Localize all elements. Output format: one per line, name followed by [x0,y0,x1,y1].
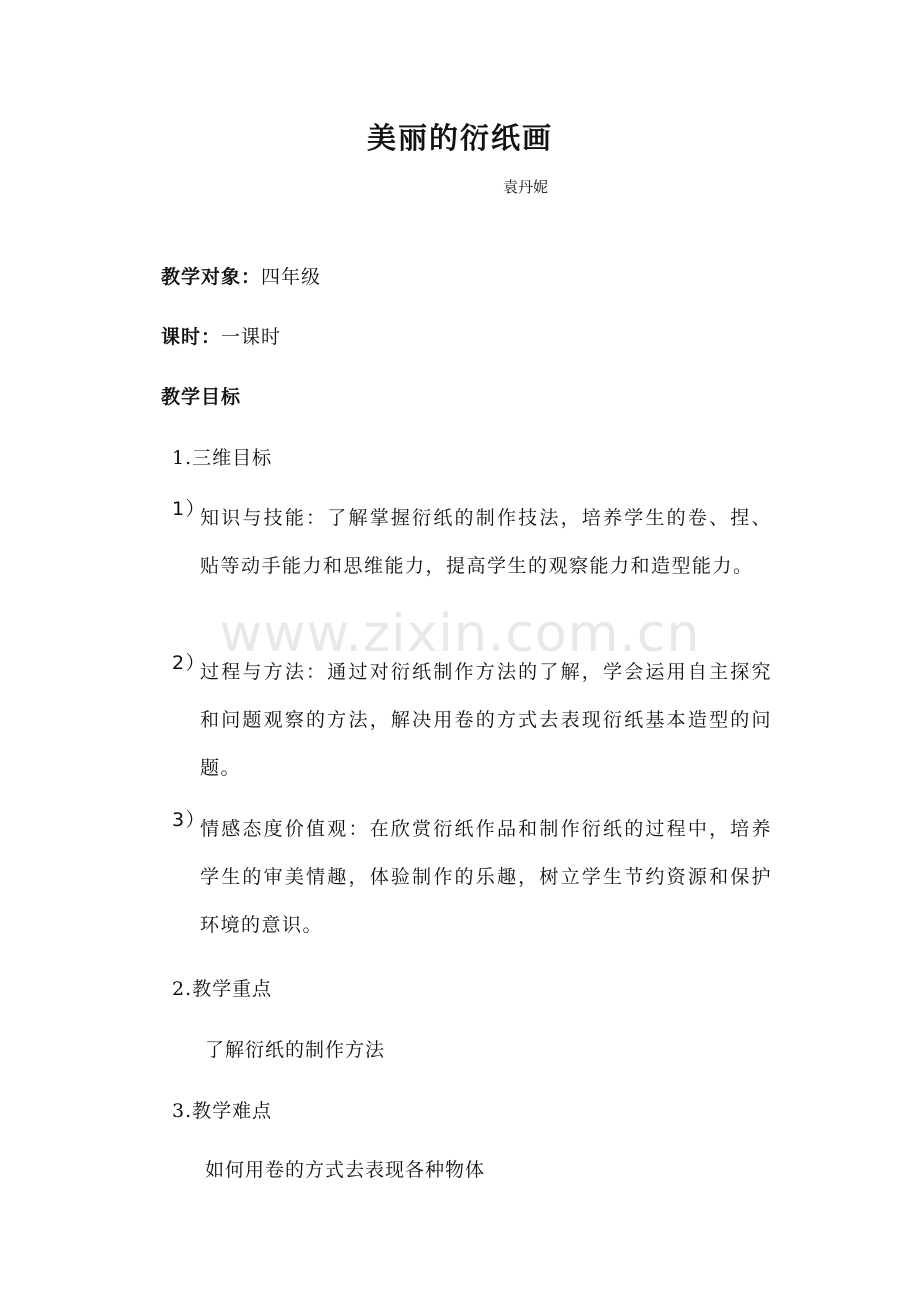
class-period-label: 课时： [161,326,222,348]
goals-heading: 教学目标 [161,386,242,408]
objective-2 [172,648,772,792]
key-point-heading: 2.教学重点 [172,978,273,1000]
document-title: 美丽的衍纸画 [366,121,553,155]
class-period-value: 一课时 [221,326,282,348]
objective-1-text: 知识与技能：了解掌握衍纸的制作技法，培养学生的卷、捏、贴等动手能力和思维能力，提高学生的观察能力和造型能力。 [200,507,772,577]
teaching-object-label: 教学对象： [161,266,262,288]
teaching-object-line [161,262,321,289]
objective-3-text: 情感态度价值观：在欣赏衍纸作品和制作衍纸的过程中，培养学生的审美情趣，体验制作的乐趣，树立学生节约资源和保护环境的意识。 [200,818,772,936]
objective-3-label: 3） [172,809,207,831]
watermark: www.zixin.com.cn [219,604,701,664]
objective-2-text: 过程与方法：通过对衍纸制作方法的了解，学会运用自主探究和问题观察的方法，解决用卷的方式去表现衍纸基本造型的问题。 [200,661,772,779]
objective-1-label: 1） [172,498,207,520]
objective-1 [172,494,772,590]
difficulty-heading: 3.教学难点 [172,1100,273,1122]
objective-2-label: 2） [172,652,207,674]
three-dim-goal-heading: 1.三维目标 [172,447,273,469]
difficulty-text: 如何用卷的方式去表现各种物体 [205,1159,486,1181]
key-point-text: 了解衍纸的制作方法 [205,1039,386,1061]
author-name: 袁丹妮 [503,178,549,196]
objective-3 [172,805,772,949]
class-period-line [161,322,281,349]
teaching-object-value: 四年级 [261,266,322,288]
